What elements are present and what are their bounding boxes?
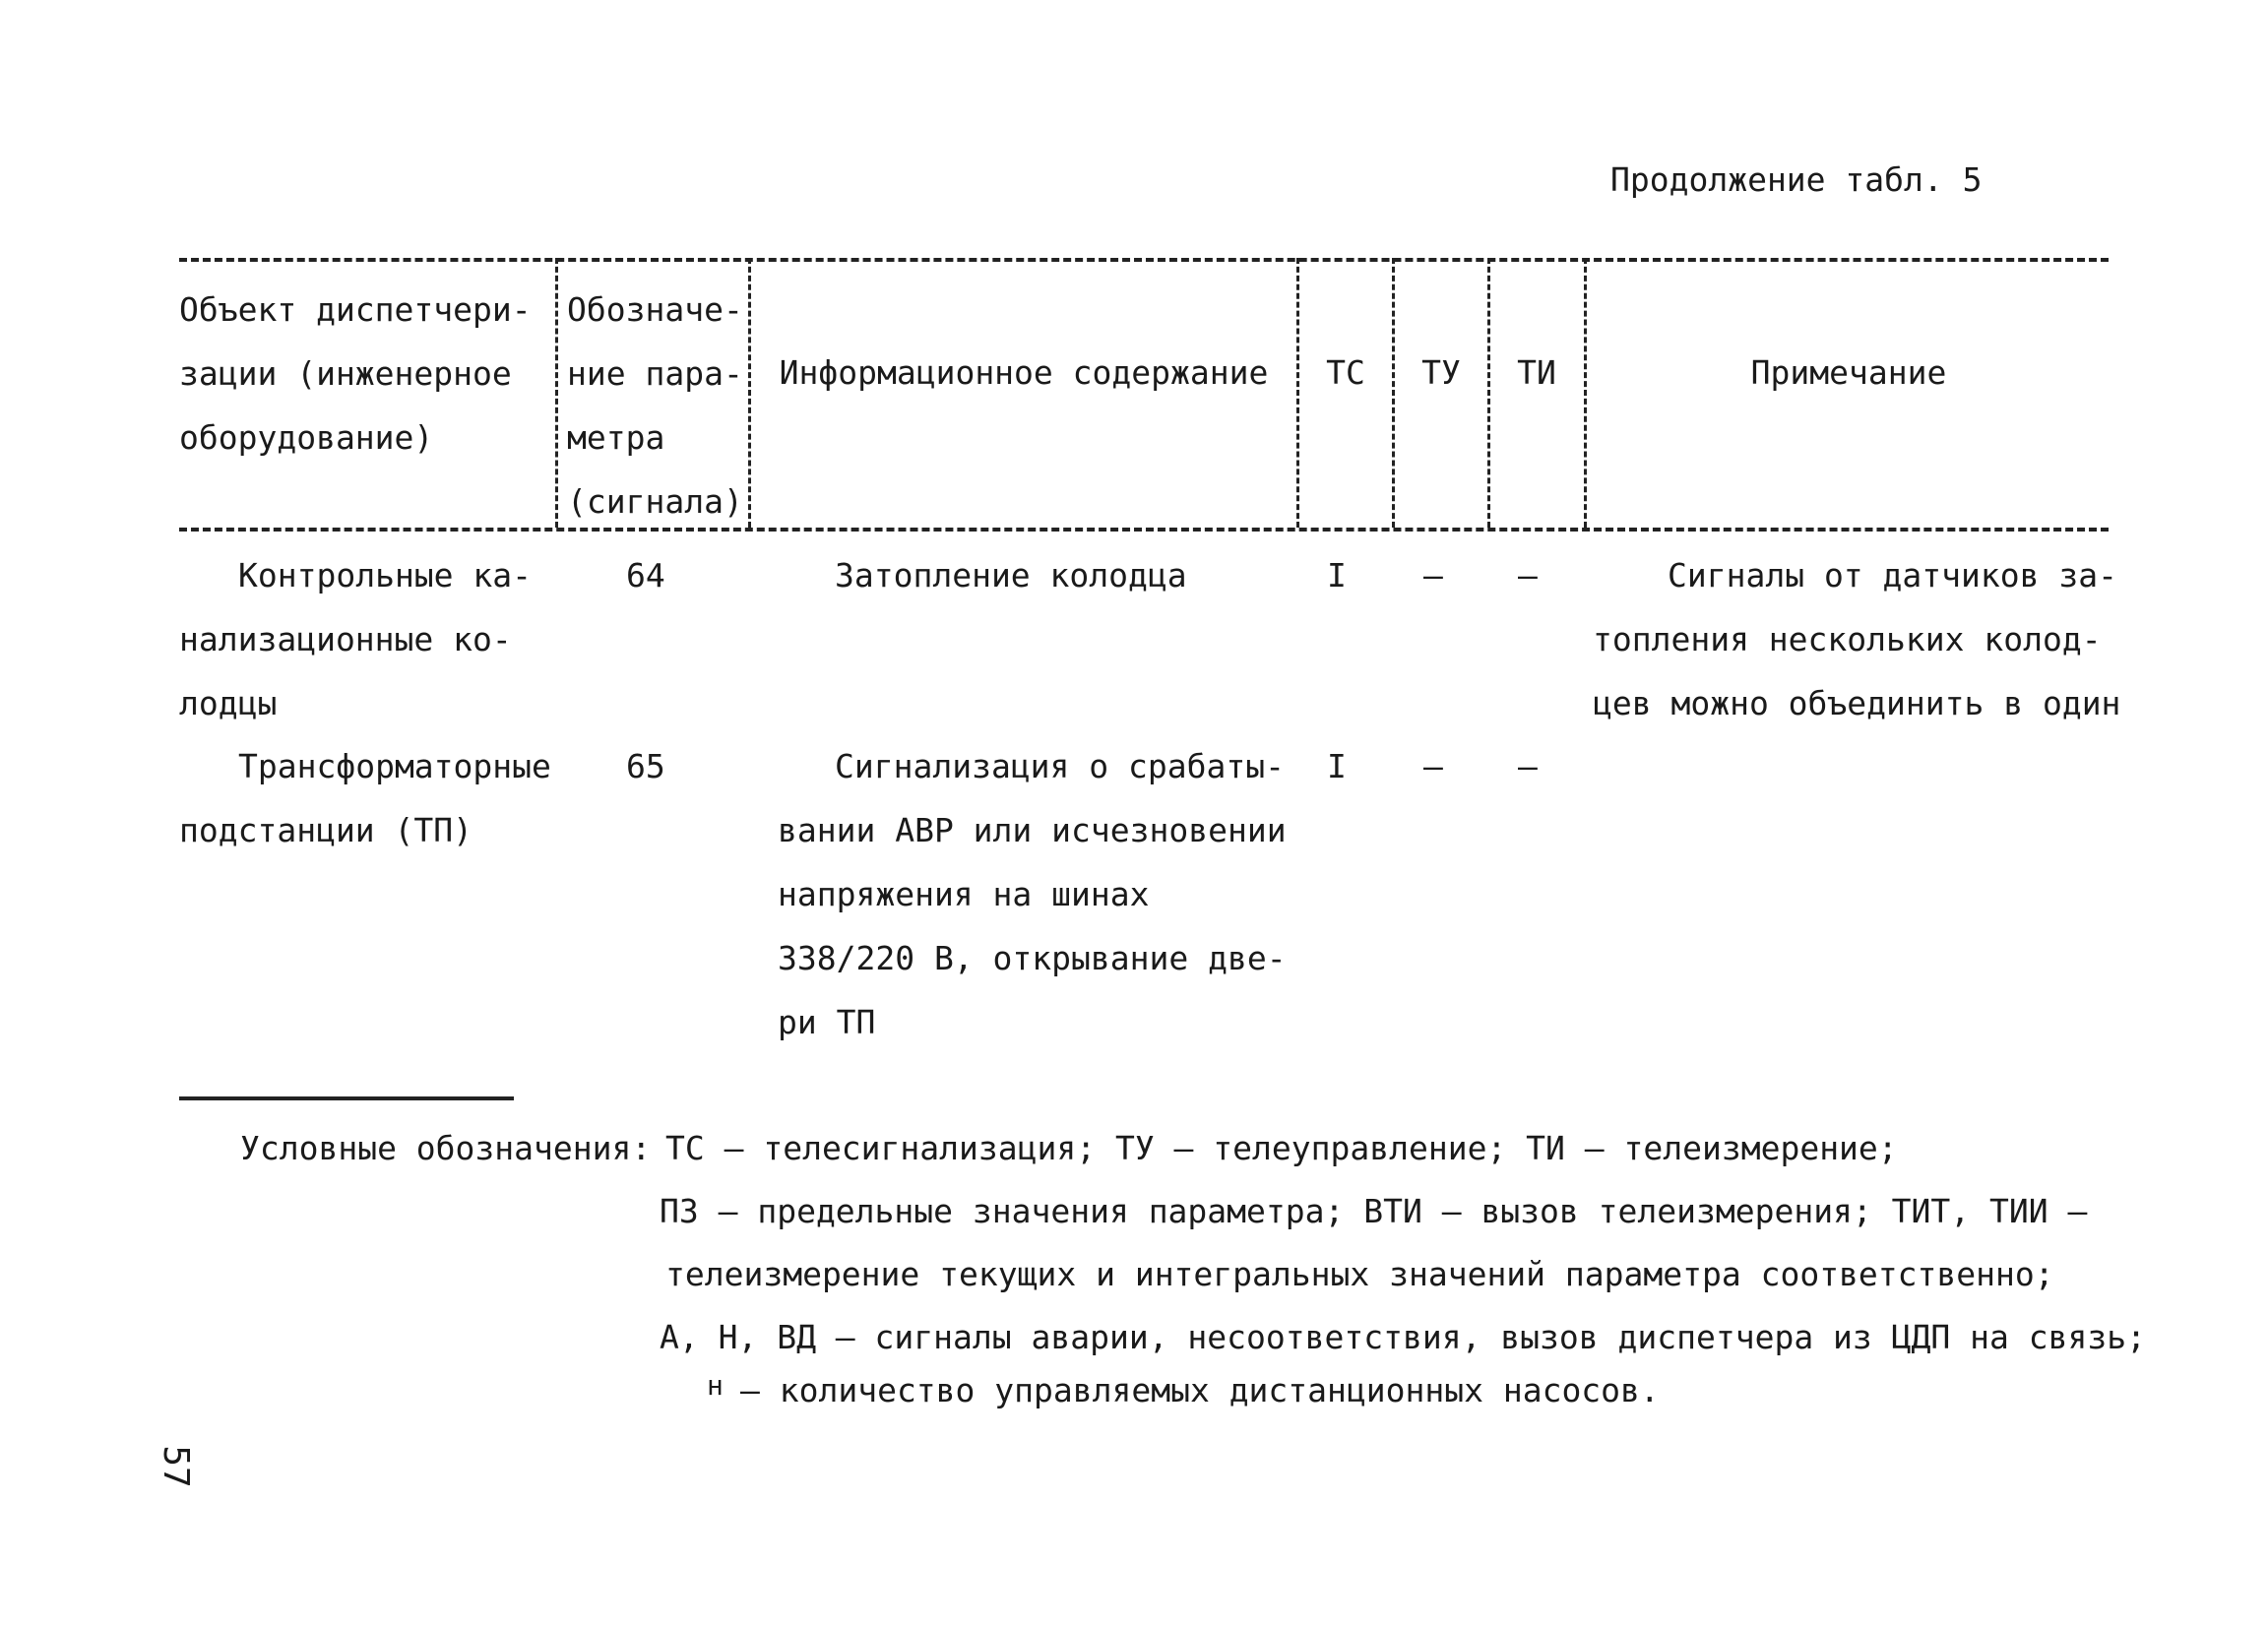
legend-line: А, Н, ВД – сигналы аварии, несоответствия, вызов диспетчера из ЦДП на связь; xyxy=(660,1318,2146,1356)
legend-line: ПЗ – предельные значения параметра; ВТИ – вызов телеизмерения; ТИТ, ТИИ – xyxy=(660,1192,2088,1230)
row-object xyxy=(179,734,551,862)
row-object xyxy=(179,543,532,735)
header-designation-line: Обозначе- xyxy=(567,290,743,329)
header-object-line: Объект диспетчери- xyxy=(179,290,532,329)
row-info-line: 338/220 В, открывание две- xyxy=(778,939,1287,977)
col-sep-6 xyxy=(1584,258,1587,528)
row-object-line: лодцы xyxy=(179,684,278,722)
header-object-line: оборудование) xyxy=(179,418,434,457)
header-note: Примечание xyxy=(1750,353,1947,392)
table-caption: Продолжение табл. 5 xyxy=(1610,160,1983,199)
row-object-line: подстанции (ТП) xyxy=(179,811,473,849)
legend-line: ТС – телесигнализация; ТУ – телеуправление; ТИ – телеизмерение; xyxy=(665,1129,1898,1167)
header-info: Информационное содержание xyxy=(779,353,1269,392)
header-designation-line: (сигнала) xyxy=(567,482,743,521)
row-info xyxy=(778,734,1287,1054)
header-object-line: зации (инженерное xyxy=(179,354,512,393)
row-object-line: Контрольные ка- xyxy=(238,556,533,594)
row-info-line: напряжения на шинах xyxy=(778,875,1150,913)
col-sep-2 xyxy=(748,258,751,528)
legend-subscript-n: н xyxy=(707,1369,724,1402)
legend-line: – количество управляемых дистанционных насосов. xyxy=(740,1371,1660,1409)
col-sep-1 xyxy=(555,258,558,528)
row-object-line: Трансформаторные xyxy=(238,747,551,785)
row-info-line: ри ТП xyxy=(778,1003,876,1041)
row-tc: I xyxy=(1327,556,1347,594)
header-designation-line: ние пара- xyxy=(567,354,743,393)
page-number: 57 xyxy=(156,1445,196,1488)
row-designation: 64 xyxy=(626,556,665,594)
row-info-line: Сигнализация о срабаты- xyxy=(835,747,1285,785)
header-ti: ТИ xyxy=(1517,353,1556,392)
header-bottom-rule xyxy=(179,528,2109,532)
row-designation: 65 xyxy=(626,747,665,785)
header-tu: ТУ xyxy=(1421,353,1461,392)
header-designation xyxy=(567,278,743,533)
row-info: Затопление колодца xyxy=(835,556,1187,594)
row-ti: – xyxy=(1518,747,1538,785)
row-info-line: вании АВР или исчезновении xyxy=(778,811,1287,849)
row-note-line: Сигналы от датчиков за- xyxy=(1668,556,2117,594)
footnote-rule xyxy=(179,1096,514,1100)
header-designation-line: метра xyxy=(567,418,665,457)
row-ti: – xyxy=(1518,556,1538,594)
row-note-line: цев можно объединить в один xyxy=(1593,684,2121,722)
legend-line: телеизмерение текущих и интегральных значений параметра соответственно; xyxy=(665,1255,2054,1293)
row-object-line: нализационные ко- xyxy=(179,620,512,658)
row-tu: – xyxy=(1423,556,1443,594)
header-tc: ТС xyxy=(1326,353,1365,392)
header-top-rule xyxy=(179,258,2109,262)
header-object xyxy=(179,278,532,469)
row-tu: – xyxy=(1423,747,1443,785)
row-note xyxy=(1593,543,2120,735)
legend-title: Условные обозначения: xyxy=(240,1129,652,1167)
row-note-line: топления нескольких колод- xyxy=(1593,620,2102,658)
row-tc: I xyxy=(1327,747,1347,785)
